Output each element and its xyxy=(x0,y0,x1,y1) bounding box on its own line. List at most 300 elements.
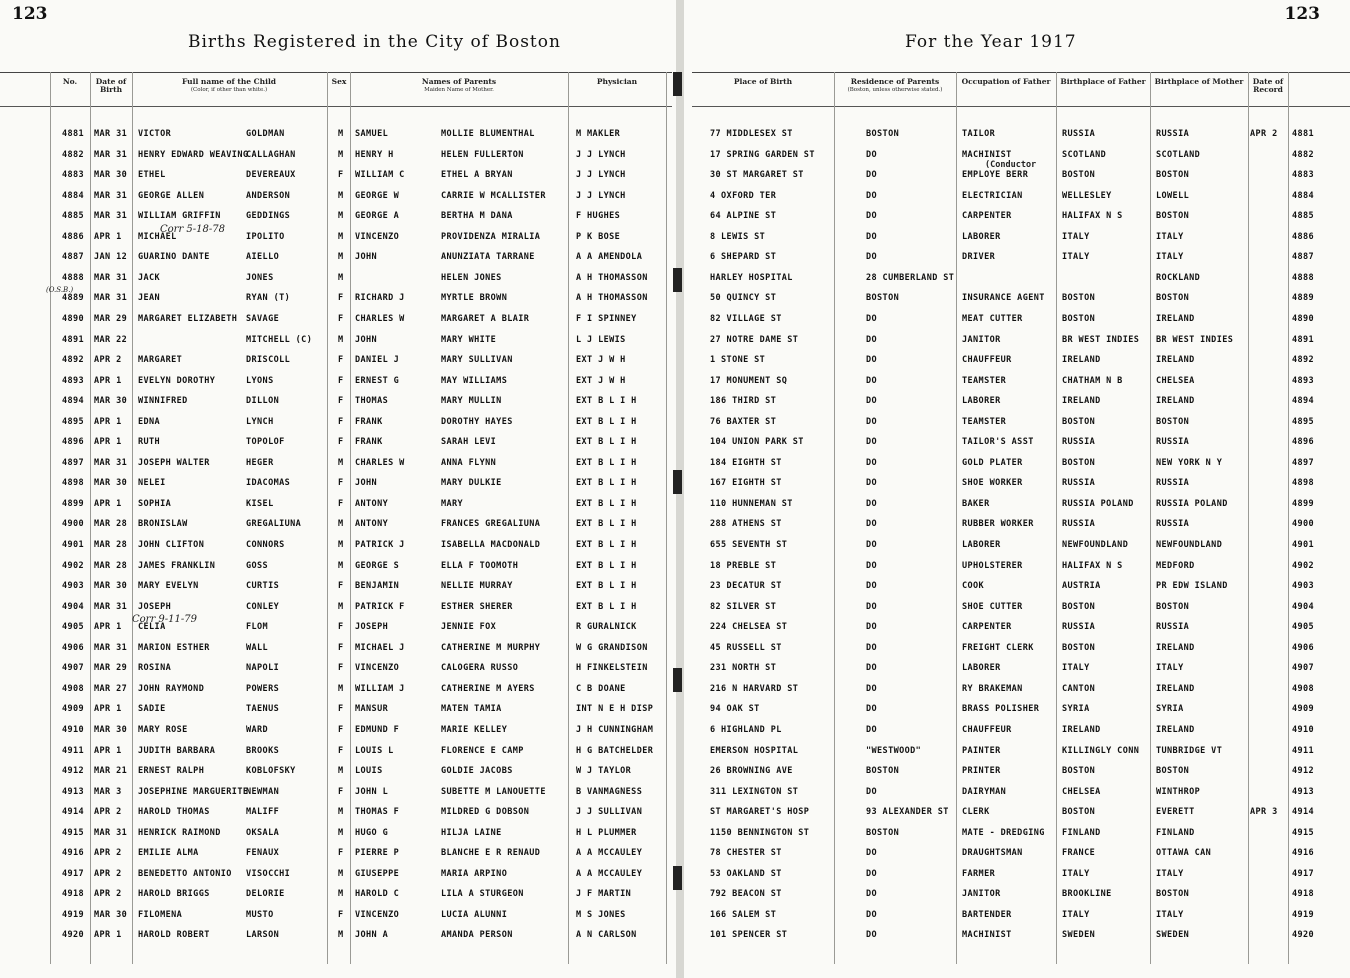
cell-no2: 4892 xyxy=(1292,355,1315,366)
cell-father-bp: ITALY xyxy=(1062,868,1090,879)
cell-first: MARY ROSE xyxy=(138,724,188,735)
cell-last: IDACOMAS xyxy=(246,478,291,489)
table-row xyxy=(0,663,1350,683)
cell-mother-bp: CHELSEA xyxy=(1156,375,1195,386)
cell-residence: DO xyxy=(866,930,878,941)
cell-first: GEORGE ALLEN xyxy=(138,190,205,201)
cell-father-bp: RUSSIA xyxy=(1062,437,1096,448)
cell-physician: EXT B L I H xyxy=(576,416,637,427)
cell-place: 6 SHEPARD ST xyxy=(710,252,777,263)
cell-date: MAR 31 xyxy=(94,827,128,838)
cell-mother: LILA A STURGEON xyxy=(441,889,524,900)
cell-residence: DO xyxy=(866,396,878,407)
cell-physician: F HUGHES xyxy=(576,211,621,222)
cell-father: MANSUR xyxy=(355,704,389,715)
cell-occupation: DAIRYMAN xyxy=(962,786,1007,797)
cell-physician: M MAKLER xyxy=(576,129,621,139)
cell-last: GOSS xyxy=(246,560,269,571)
cell-place: 8 LEWIS ST xyxy=(710,231,766,242)
cell-occupation: JANITOR xyxy=(962,334,1001,345)
cell-father: GEORGE W xyxy=(355,190,400,201)
cell-date: MAR 3 xyxy=(94,786,122,797)
cell-no: 4909 xyxy=(62,704,85,715)
cell-no2: 4905 xyxy=(1292,622,1315,633)
cell-last: RYAN (T) xyxy=(246,293,291,304)
cell-mother: ESTHER SHERER xyxy=(441,601,513,612)
cell-sex: F xyxy=(338,170,344,181)
cell-occupation: LABORER xyxy=(962,231,1001,242)
cell-mother: DOROTHY HAYES xyxy=(441,416,513,427)
cell-place: 1150 BENNINGTON ST xyxy=(710,827,810,838)
cell-place: 64 ALPINE ST xyxy=(710,211,777,222)
cell-place: HARLEY HOSPITAL xyxy=(710,272,793,283)
cell-date: APR 1 xyxy=(94,231,122,242)
cell-occupation: BRASS POLISHER xyxy=(962,704,1040,715)
cell-no: 4900 xyxy=(62,519,85,530)
cell-occupation: CARPENTER xyxy=(962,622,1012,633)
cell-physician: J J LYNCH xyxy=(576,190,626,201)
cell-no: 4891 xyxy=(62,334,85,345)
table-row xyxy=(0,458,1350,478)
header-place-of-birth: Place of Birth xyxy=(733,77,793,86)
cell-date: MAR 30 xyxy=(94,909,128,920)
cell-date: APR 1 xyxy=(94,498,122,509)
table-row xyxy=(0,787,1350,807)
cell-last: AIELLO xyxy=(246,252,280,263)
cell-father: WILLIAM C xyxy=(355,170,405,181)
cell-first: SOPHIA xyxy=(138,498,172,509)
cell-physician: J F MARTIN xyxy=(576,889,632,900)
cell-mother-bp: SCOTLAND xyxy=(1156,149,1201,160)
cell-physician: A N CARLSON xyxy=(576,930,637,941)
cell-father-bp: BR WEST INDIES xyxy=(1062,334,1140,345)
cell-father-bp: RUSSIA xyxy=(1062,622,1096,633)
cell-no2: 4898 xyxy=(1292,478,1315,489)
cell-no2: 4884 xyxy=(1292,190,1315,201)
table-row xyxy=(0,437,1350,457)
cell-mother: HILJA LAINE xyxy=(441,827,502,838)
cell-sex: M xyxy=(338,252,344,263)
cell-place: 110 HUNNEMAN ST xyxy=(710,498,793,509)
cell-no: 4918 xyxy=(62,889,85,900)
cell-mother-bp: BOSTON xyxy=(1156,170,1190,181)
cell-sex: F xyxy=(338,724,344,735)
cell-no2: 4893 xyxy=(1292,375,1315,386)
cell-residence: DO xyxy=(866,252,878,263)
cell-first: ROSINA xyxy=(138,663,172,674)
cell-first: JOSEPHINE MARGUERITE xyxy=(138,786,249,797)
table-row xyxy=(0,602,1350,622)
cell-no: 4890 xyxy=(62,313,85,324)
cell-sex: M xyxy=(338,540,344,550)
cell-father-bp: FINLAND xyxy=(1062,827,1101,838)
cell-mother-bp: SYRIA xyxy=(1156,704,1184,715)
cell-place: 94 OAK ST xyxy=(710,704,760,715)
table-row xyxy=(0,766,1350,786)
cell-residence: DO xyxy=(866,581,878,592)
cell-place: 186 THIRD ST xyxy=(710,396,777,407)
cell-residence: BOSTON xyxy=(866,827,900,838)
cell-father: CHARLES W xyxy=(355,313,405,324)
cell-no2: 4887 xyxy=(1292,252,1315,263)
cell-father: JOHN xyxy=(355,478,378,489)
cell-first: RUTH xyxy=(138,437,161,448)
right-page-title: For the Year 1917 xyxy=(905,32,1077,52)
cell-mother-bp: ITALY xyxy=(1156,909,1184,920)
cell-no: 4919 xyxy=(62,909,85,920)
cell-first: BENEDETTO ANTONIO xyxy=(138,868,232,879)
cell-mother: MARGARET A BLAIR xyxy=(441,313,530,324)
cell-date: APR 1 xyxy=(94,416,122,427)
cell-no2: 4912 xyxy=(1292,766,1315,777)
cell-no: 4893 xyxy=(62,375,85,386)
cell-father: BENJAMIN xyxy=(355,581,400,592)
cell-father: WILLIAM J xyxy=(355,683,405,694)
cell-last: HEGER xyxy=(246,457,274,468)
cell-father: THOMAS xyxy=(355,396,389,407)
cell-sex: M xyxy=(338,601,344,612)
cell-physician: A A MCCAULEY xyxy=(576,868,643,879)
header-child-name: Full name of the Child (Color, if other than white.) xyxy=(181,77,277,93)
table-row xyxy=(0,643,1350,663)
cell-no: 4898 xyxy=(62,478,85,489)
cell-date: MAR 31 xyxy=(94,457,128,468)
cell-occupation: CARPENTER xyxy=(962,211,1012,222)
cell-first: HENRY EDWARD WEAVING xyxy=(138,149,249,160)
cell-no2: 4891 xyxy=(1292,334,1315,345)
table-row xyxy=(0,869,1350,889)
cell-father: VINCENZO xyxy=(355,231,400,242)
cell-residence: DO xyxy=(866,190,878,201)
cell-sex: F xyxy=(338,437,344,448)
table-row xyxy=(0,889,1350,909)
header-physician: Physician xyxy=(596,77,638,86)
cell-last: DRISCOLL xyxy=(246,355,291,366)
cell-occupation: CLERK xyxy=(962,807,990,818)
cell-first: GUARINO DANTE xyxy=(138,252,210,263)
cell-father: GEORGE S xyxy=(355,560,400,571)
cell-no2: 4917 xyxy=(1292,868,1315,879)
cell-last: FLOM xyxy=(246,622,269,633)
cell-mother: JENNIE FOX xyxy=(441,622,497,633)
cell-residence: DO xyxy=(866,519,878,530)
cell-occupation: INSURANCE AGENT xyxy=(962,293,1045,304)
cell-no2: 4888 xyxy=(1292,272,1315,283)
cell-no2: 4897 xyxy=(1292,457,1315,468)
cell-physician: A H THOMASSON xyxy=(576,293,648,304)
cell-sex: M xyxy=(338,149,344,160)
cell-sex: F xyxy=(338,786,344,797)
cell-mother: SARAH LEVI xyxy=(441,437,497,448)
cell-last: FENAUX xyxy=(246,848,280,859)
cell-occupation: ELECTRICIAN xyxy=(962,190,1023,201)
cell-mother-bp: ITALY xyxy=(1156,868,1184,879)
cell-occupation: PRINTER xyxy=(962,766,1001,777)
cell-no2: 4903 xyxy=(1292,581,1315,592)
table-row xyxy=(0,478,1350,498)
cell-father-bp: AUSTRIA xyxy=(1062,581,1101,592)
cell-occupation: FARMER xyxy=(962,868,996,879)
cell-place: 30 ST MARGARET ST xyxy=(710,170,804,181)
cell-date: MAR 30 xyxy=(94,478,128,489)
cell-father-bp: SYRIA xyxy=(1062,704,1090,715)
cell-mother-bp: NEWFOUNDLAND xyxy=(1156,540,1223,550)
cell-place: 53 OAKLAND ST xyxy=(710,868,782,879)
table-row xyxy=(0,335,1350,355)
cell-no2: 4909 xyxy=(1292,704,1315,715)
cell-residence: DO xyxy=(866,560,878,571)
cell-mother-bp: RUSSIA POLAND xyxy=(1156,498,1228,509)
cell-mother: NELLIE MURRAY xyxy=(441,581,513,592)
cell-place: 26 BROWNING AVE xyxy=(710,766,793,777)
cell-father: HUGO G xyxy=(355,827,389,838)
table-row xyxy=(0,828,1350,848)
cell-date: MAR 22 xyxy=(94,334,128,345)
cell-place: 76 BAXTER ST xyxy=(710,416,777,427)
cell-residence: DO xyxy=(866,457,878,468)
cell-date: MAR 27 xyxy=(94,683,128,694)
cell-date: APR 1 xyxy=(94,704,122,715)
cell-no2: 4918 xyxy=(1292,889,1315,900)
table-row xyxy=(0,561,1350,581)
cell-father: VINCENZO xyxy=(355,909,400,920)
cell-father-bp: IRELAND xyxy=(1062,396,1101,407)
cell-residence: DO xyxy=(866,540,878,550)
cell-father-bp: IRELAND xyxy=(1062,724,1101,735)
cell-mother: MATEN TAMIA xyxy=(441,704,502,715)
cell-first: FILOMENA xyxy=(138,909,183,920)
header-residence: Residence of Parents (Boston, unless otherwise stated.) xyxy=(847,77,943,93)
table-row xyxy=(0,396,1350,416)
cell-father-bp: RUSSIA xyxy=(1062,129,1096,139)
cell-first: JOHN RAYMOND xyxy=(138,683,205,694)
cell-date: APR 1 xyxy=(94,930,122,941)
cell-residence: DO xyxy=(866,622,878,633)
table-row xyxy=(0,540,1350,560)
cell-no2: 4881 xyxy=(1292,129,1315,139)
cell-father-bp: HALIFAX N S xyxy=(1062,211,1123,222)
header-date-of-birth: Date of Birth xyxy=(95,77,127,94)
table-row xyxy=(0,746,1350,766)
cell-mother-bp: BOSTON xyxy=(1156,766,1190,777)
cell-date: APR 1 xyxy=(94,375,122,386)
cell-last: CONLEY xyxy=(246,601,280,612)
cell-occupation: DRIVER xyxy=(962,252,996,263)
cell-father: VINCENZO xyxy=(355,663,400,674)
cell-place: 18 PREBLE ST xyxy=(710,560,777,571)
cell-father: LOUIS L xyxy=(355,745,394,756)
cell-occupation: LABORER xyxy=(962,540,1001,550)
cell-father: ERNEST G xyxy=(355,375,400,386)
cell-mother: BLANCHE E R RENAUD xyxy=(441,848,541,859)
cell-residence: DO xyxy=(866,334,878,345)
cell-last: LARSON xyxy=(246,930,280,941)
cell-no: 4896 xyxy=(62,437,85,448)
cell-father: GEORGE A xyxy=(355,211,400,222)
cell-no2: 4913 xyxy=(1292,786,1315,797)
cell-last: CONNORS xyxy=(246,540,285,550)
table-row xyxy=(0,581,1350,601)
cell-date: MAR 30 xyxy=(94,581,128,592)
cell-physician: EXT B L I H xyxy=(576,540,637,550)
cell-place: EMERSON HOSPITAL xyxy=(710,745,799,756)
cell-occupation: TAILOR'S ASST xyxy=(962,437,1034,448)
cell-date: MAR 31 xyxy=(94,190,128,201)
cell-no2: 4914 xyxy=(1292,807,1315,818)
cell-no2: 4885 xyxy=(1292,211,1315,222)
cell-residence: DO xyxy=(866,437,878,448)
cell-first: BRONISLAW xyxy=(138,519,188,530)
cell-no2: 4910 xyxy=(1292,724,1315,735)
cell-mother-bp: BOSTON xyxy=(1156,889,1190,900)
cell-no: 4902 xyxy=(62,560,85,571)
cell-occupation: GOLD PLATER xyxy=(962,457,1023,468)
cell-mother-bp: ITALY xyxy=(1156,663,1184,674)
cell-mother: ETHEL A BRYAN xyxy=(441,170,513,181)
cell-mother-bp: SWEDEN xyxy=(1156,930,1190,941)
cell-place: 78 CHESTER ST xyxy=(710,848,782,859)
cell-physician: EXT B L I H xyxy=(576,457,637,468)
cell-no: 4912 xyxy=(62,766,85,777)
cell-place: 17 MONUMENT SQ xyxy=(710,375,788,386)
cell-first: HENRICK RAIMOND xyxy=(138,827,221,838)
cell-mother-bp: MEDFORD xyxy=(1156,560,1195,571)
cell-physician: L J LEWIS xyxy=(576,334,626,345)
cell-date: MAR 30 xyxy=(94,724,128,735)
cell-physician: W J TAYLOR xyxy=(576,766,632,777)
cell-mother-bp: BOSTON xyxy=(1156,211,1190,222)
cell-no2: 4886 xyxy=(1292,231,1315,242)
cell-date: APR 2 xyxy=(94,807,122,818)
cell-mother: MILDRED G DOBSON xyxy=(441,807,530,818)
cell-occupation: MACHINIST xyxy=(962,149,1012,160)
cell-father-bp: RUSSIA xyxy=(1062,519,1096,530)
cell-father: MICHAEL J xyxy=(355,642,405,653)
cell-physician: P K BOSE xyxy=(576,231,621,242)
cell-first: HAROLD THOMAS xyxy=(138,807,210,818)
left-page-title: Births Registered in the City of Boston xyxy=(188,32,561,52)
cell-father-bp: BOSTON xyxy=(1062,416,1096,427)
cell-residence: DO xyxy=(866,313,878,324)
cell-father: DANIEL J xyxy=(355,355,400,366)
cell-occupation: BAKER xyxy=(962,498,990,509)
cell-mother-bp: BOSTON xyxy=(1156,293,1190,304)
cell-mother-bp: WINTHROP xyxy=(1156,786,1201,797)
cell-last: WALL xyxy=(246,642,269,653)
cell-sex: F xyxy=(338,581,344,592)
cell-last: IPOLITO xyxy=(246,231,285,242)
cell-father: HENRY H xyxy=(355,149,394,160)
cell-mother: MARY WHITE xyxy=(441,334,497,345)
cell-sex: F xyxy=(338,293,344,304)
cell-physician: EXT J W H xyxy=(576,355,626,366)
cell-sex: F xyxy=(338,848,344,859)
cell-last: GREGALIUNA xyxy=(246,519,302,530)
cell-place: 27 NOTRE DAME ST xyxy=(710,334,799,345)
cell-date: MAR 21 xyxy=(94,766,128,777)
cell-residence: DO xyxy=(866,231,878,242)
cell-mother: PROVIDENZA MIRALIA xyxy=(441,231,541,242)
cell-physician: EXT B L I H xyxy=(576,437,637,448)
cell-physician: EXT B L I H xyxy=(576,478,637,489)
cell-last: MALIFF xyxy=(246,807,280,818)
table-row xyxy=(0,910,1350,930)
cell-mother-bp: LOWELL xyxy=(1156,190,1190,201)
cell-physician: W G GRANDISON xyxy=(576,642,648,653)
cell-first: MARGARET ELIZABETH xyxy=(138,313,238,324)
cell-father: FRANK xyxy=(355,437,383,448)
cell-father-bp: BOSTON xyxy=(1062,642,1096,653)
table-row xyxy=(0,252,1350,272)
cell-physician: J J SULLIVAN xyxy=(576,807,643,818)
cell-occupation: SHOE WORKER xyxy=(962,478,1023,489)
cell-last: OKSALA xyxy=(246,827,280,838)
cell-mother-bp: NEW YORK N Y xyxy=(1156,457,1223,468)
cell-father-bp: BROOKLINE xyxy=(1062,889,1112,900)
cell-no: 4906 xyxy=(62,642,85,653)
cell-sex: F xyxy=(338,909,344,920)
table-row xyxy=(0,684,1350,704)
cell-sex: F xyxy=(338,642,344,653)
cell-father: FRANK xyxy=(355,416,383,427)
cell-father: PATRICK J xyxy=(355,540,405,550)
cell-residence: DO xyxy=(866,355,878,366)
cell-no: 4899 xyxy=(62,498,85,509)
cell-date: APR 2 xyxy=(94,889,122,900)
cell-first: SADIE xyxy=(138,704,166,715)
cell-occupation: RUBBER WORKER xyxy=(962,519,1034,530)
cell-mother-bp: RUSSIA xyxy=(1156,519,1190,530)
cell-mother-bp: IRELAND xyxy=(1156,355,1195,366)
right-page-number: 123 xyxy=(1284,4,1320,24)
cell-last: GEDDINGS xyxy=(246,211,291,222)
cell-father-bp: CHELSEA xyxy=(1062,786,1101,797)
cell-mother-bp: PR EDW ISLAND xyxy=(1156,581,1228,592)
cell-residence: DO xyxy=(866,416,878,427)
header-father-birthplace: Birthplace of Father xyxy=(1060,77,1146,86)
cell-last: BROOKS xyxy=(246,745,280,756)
cell-mother: MYRTLE BROWN xyxy=(441,293,508,304)
cell-physician: M S JONES xyxy=(576,909,626,920)
cell-physician: EXT B L I H xyxy=(576,601,637,612)
table-row xyxy=(0,417,1350,437)
cell-place: 311 LEXINGTON ST xyxy=(710,786,799,797)
cell-first: MARGARET xyxy=(138,355,183,366)
cell-date: APR 1 xyxy=(94,437,122,448)
cell-father-bp: BOSTON xyxy=(1062,293,1096,304)
cell-first: WINNIFRED xyxy=(138,396,188,407)
cell-date: MAR 31 xyxy=(94,293,128,304)
cell-no2: 4889 xyxy=(1292,293,1315,304)
cell-sex: M xyxy=(338,889,344,900)
cell-father: ANTONY xyxy=(355,519,389,530)
cell-physician: EXT B L I H xyxy=(576,581,637,592)
cell-residence: DO xyxy=(866,498,878,509)
cell-physician: A H THOMASSON xyxy=(576,272,648,283)
cell-first: EDNA xyxy=(138,416,161,427)
cell-father-bp: WELLESLEY xyxy=(1062,190,1112,201)
cell-no2: 4901 xyxy=(1292,540,1315,550)
cell-place: 77 MIDDLESEX ST xyxy=(710,129,793,139)
cell-no: 4911 xyxy=(62,745,85,756)
cell-mother: CARRIE W MCALLISTER xyxy=(441,190,546,201)
cell-father-bp: BOSTON xyxy=(1062,766,1096,777)
margin-note: (O.S.B.) xyxy=(46,286,74,294)
cell-occupation: CHAUFFEUR xyxy=(962,355,1012,366)
cell-sex: F xyxy=(338,498,344,509)
header-rule xyxy=(0,106,672,107)
cell-no2: 4902 xyxy=(1292,560,1315,571)
